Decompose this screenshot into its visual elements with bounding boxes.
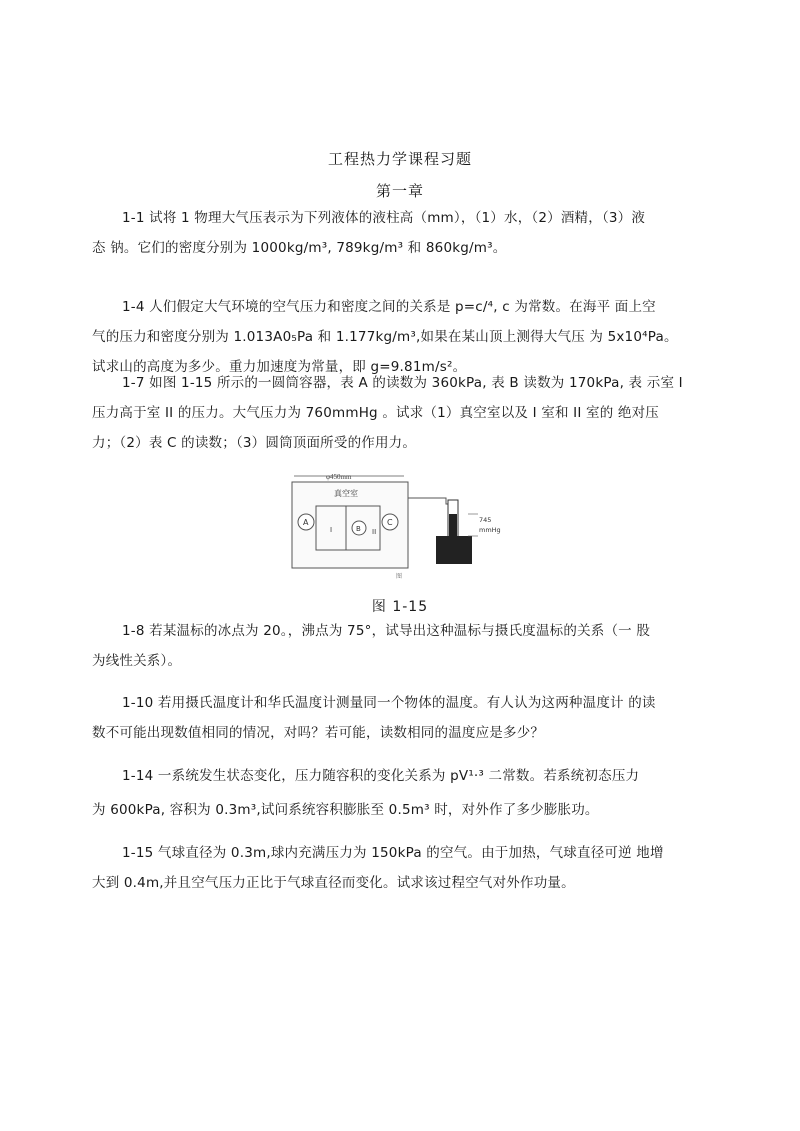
problem-line: 大到 0.4m,并且空气压力正比于气球直径而变化。试求该过程空气对外作功量。 bbox=[92, 875, 575, 891]
problem-line: 1-4 人们假定大气环境的空气压力和密度之间的关系是 p=c/⁴, c 为常数。在海平 面上空 bbox=[122, 299, 656, 315]
problem-1-15 bbox=[92, 838, 712, 898]
mercury-height: 745 bbox=[479, 516, 492, 524]
problem-line: 1-7 如图 1-15 所示的一圆筒容器，表 A 的读数为 360kPa, 表 B 读数为 170kPa, 表 示室 I bbox=[122, 375, 683, 391]
chapter-heading: 第一章 bbox=[375, 182, 424, 200]
problem-line: 气的压力和密度分别为 1.013A0₅Pa 和 1.177kg/m³,如果在某山顶上测得大气压 为 5x10⁴Pa。 bbox=[92, 329, 678, 345]
problem-line: 1-10 若用摄氏温度计和华氏温度计测量同一个物体的温度。有人认为这两种温度计 的读 bbox=[122, 695, 656, 711]
dimension-label: φ450mm bbox=[326, 473, 352, 481]
problem-line: 试求山的高度为多少。重力加速度为常量，即 g=9.81m/s²。 bbox=[92, 359, 467, 375]
gauge-c-label: C bbox=[387, 518, 393, 527]
gauge-a-label: A bbox=[303, 518, 309, 527]
problem-1-1 bbox=[92, 203, 712, 263]
problem-1-10 bbox=[92, 688, 712, 748]
room-i-label: I bbox=[330, 526, 333, 534]
problem-line: 1-15 气球直径为 0.3m,球内充满压力为 150kPa 的空气。由于加热，气球直径可逆 地增 bbox=[122, 845, 664, 861]
mercury-reservoir bbox=[436, 536, 472, 564]
problem-line: 力；（2）表 C 的读数；（3）圆筒顶面所受的作用力。 bbox=[92, 435, 417, 451]
problem-line: 压力高于室 II 的压力。大气压力为 760mmHg 。试求（1）真空室以及 I 室和 II 室的 绝对压 bbox=[92, 405, 660, 421]
problem-line: 1-14 一系统发生状态变化，压力随容积的变化关系为 pV¹·³ 二常数。若系统初态压力 bbox=[122, 768, 640, 784]
problem-line: 为线性关系）。 bbox=[92, 653, 182, 669]
problem-line: 为 600kPa, 容积为 0.3m³,试问系统容积膨胀至 0.5m³ 时，对外作了多少膨胀功。 bbox=[92, 802, 599, 818]
gauge-b-label: B bbox=[356, 525, 361, 533]
chamber-label: 真空室 bbox=[334, 489, 358, 498]
problem-1-7 bbox=[92, 368, 712, 458]
problem-1-8 bbox=[92, 616, 712, 676]
figure-1-15 bbox=[286, 470, 536, 580]
problem-line: 数不可能出现数值相同的情况，对吗？若可能，读数相同的温度应是多少？ bbox=[92, 725, 545, 741]
room-ii-label: II bbox=[372, 528, 377, 536]
problem-line: 态 钠。它们的密度分别为 1000kg/m³, 789kg/m³ 和 860kg/m³。 bbox=[92, 240, 507, 256]
cylinder-container-diagram bbox=[286, 470, 536, 580]
problem-1-14 bbox=[92, 761, 712, 825]
mercury-unit: mmHg bbox=[479, 526, 501, 534]
pipe bbox=[408, 498, 451, 504]
figure-subcaption: 图 bbox=[396, 573, 403, 580]
problem-line: 1-8 若某温标的冰点为 20。，沸点为 75°，试导出这种温标与摄氏度温标的关系（一 股 bbox=[122, 623, 651, 639]
figure-caption: 图 1-15 bbox=[371, 599, 429, 615]
document-title: 工程热力学课程习题 bbox=[327, 150, 472, 168]
problem-line: 1-1 试将 1 物理大气压表示为下列液体的液柱高（mm），（1）水，（2）酒精，（3）液 bbox=[122, 210, 646, 226]
